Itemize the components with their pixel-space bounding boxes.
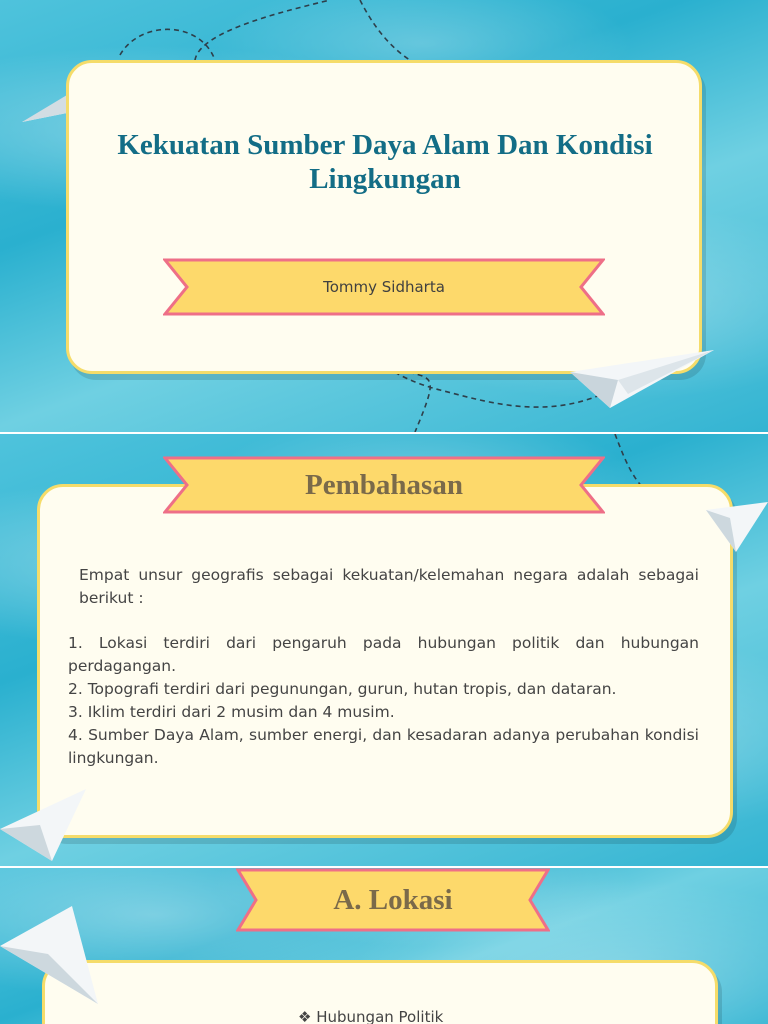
heading-ribbon xyxy=(163,456,605,514)
list-item: 4. Sumber Daya Alam, sumber energi, dan kesadaran adanya perubahan kondisi lingkungan. xyxy=(68,726,699,767)
list-item xyxy=(298,1008,443,1024)
list-item-label: Hubungan Politik xyxy=(316,1008,444,1024)
author-ribbon xyxy=(163,258,605,316)
author-name: Tommy Sidharta xyxy=(323,278,445,296)
slide-lokasi xyxy=(0,868,768,1024)
paper-plane-icon xyxy=(706,496,768,554)
point-list xyxy=(68,632,699,770)
title-card xyxy=(66,60,702,374)
list-item: 2. Topografi terdiri dari pegunungan, gurun, hutan tropis, dan dataran. xyxy=(68,680,617,698)
list-item: 3. Iklim terdiri dari 2 musim dan 4 musim. xyxy=(68,703,395,721)
paper-plane-icon xyxy=(568,350,716,410)
page-title: Kekuatan Sumber Daya Alam Dan Kondisi Lingkungan xyxy=(117,129,653,196)
paper-plane-icon xyxy=(0,789,90,864)
intro-paragraph: Empat unsur geografis sebagai kekuatan/kelemahan negara adalah sebagai berikut : xyxy=(79,566,699,607)
slide-title xyxy=(0,0,768,432)
section-heading: A. Lokasi xyxy=(333,883,453,916)
list-item: 1. Lokasi terdiri dari pengaruh pada hubungan politik dan hubungan perdagangan. xyxy=(68,634,699,675)
paper-plane-icon xyxy=(0,906,100,1006)
section-heading: Pembahasan xyxy=(305,468,463,501)
diamond-bullet-icon: ❖ xyxy=(298,1008,312,1024)
slide-pembahasan xyxy=(0,434,768,866)
heading-ribbon xyxy=(236,868,550,932)
